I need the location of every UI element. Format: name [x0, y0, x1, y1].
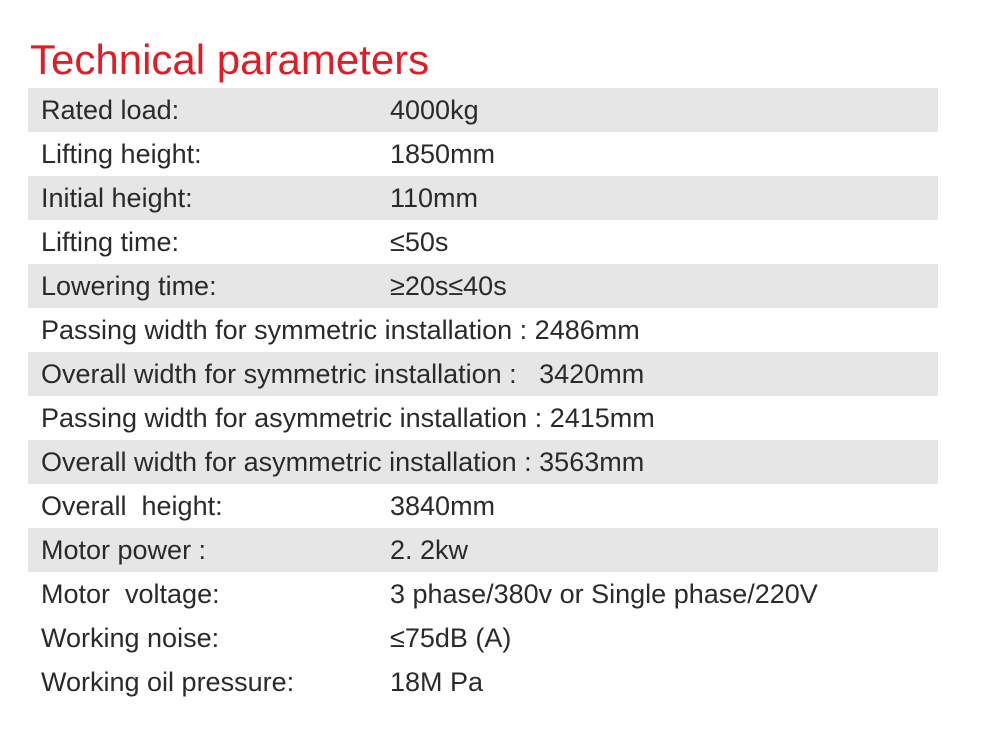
table-row: [28, 484, 938, 528]
param-value: 3 phase/380v or Single phase/220V: [390, 579, 818, 609]
param-value: 1850mm: [390, 139, 496, 169]
table-row: [28, 616, 938, 660]
page-title: Technical parameters: [30, 36, 430, 83]
param-label: Lowering time:: [41, 271, 217, 301]
param-label: Passing width for symmetric installation : 2486mm: [41, 315, 640, 345]
param-value: ≥20s≤40s: [390, 271, 507, 301]
table-row: [28, 88, 938, 132]
table-row: [28, 264, 938, 308]
param-value: 18M Pa: [390, 667, 484, 697]
param-label: Overall width for asymmetric installation : 3563mm: [41, 447, 645, 477]
param-value: ≤75dB (A): [390, 623, 512, 653]
param-label: Lifting height:: [41, 139, 202, 169]
table-row: [28, 352, 938, 396]
param-label: Overall height:: [41, 491, 223, 521]
param-value: ≤50s: [390, 227, 449, 257]
param-value: 3840mm: [390, 491, 496, 521]
param-label: Motor voltage:: [41, 579, 220, 609]
table-row: [28, 528, 938, 572]
param-label: Working oil pressure:: [41, 667, 295, 697]
table-row: [28, 572, 938, 616]
param-label: Motor power :: [41, 535, 207, 565]
table-row: [28, 440, 938, 484]
param-label: Initial height:: [41, 183, 193, 213]
parameters-table: [28, 88, 938, 704]
param-value: 110mm: [390, 183, 479, 213]
table-row: [28, 660, 938, 704]
table-row: [28, 308, 938, 352]
param-label: Rated load:: [41, 95, 180, 125]
param-label: Passing width for asymmetric installation : 2415mm: [41, 403, 655, 433]
param-value: 4000kg: [390, 95, 479, 125]
table-row: [28, 220, 938, 264]
param-label: Overall width for symmetric installation : 3420mm: [41, 359, 645, 389]
table-row: [28, 132, 938, 176]
param-label: Lifting time:: [41, 227, 180, 257]
param-label: Working noise:: [41, 623, 220, 653]
table-row: [28, 176, 938, 220]
param-value: 2. 2kw: [390, 535, 469, 565]
table-row: [28, 396, 938, 440]
